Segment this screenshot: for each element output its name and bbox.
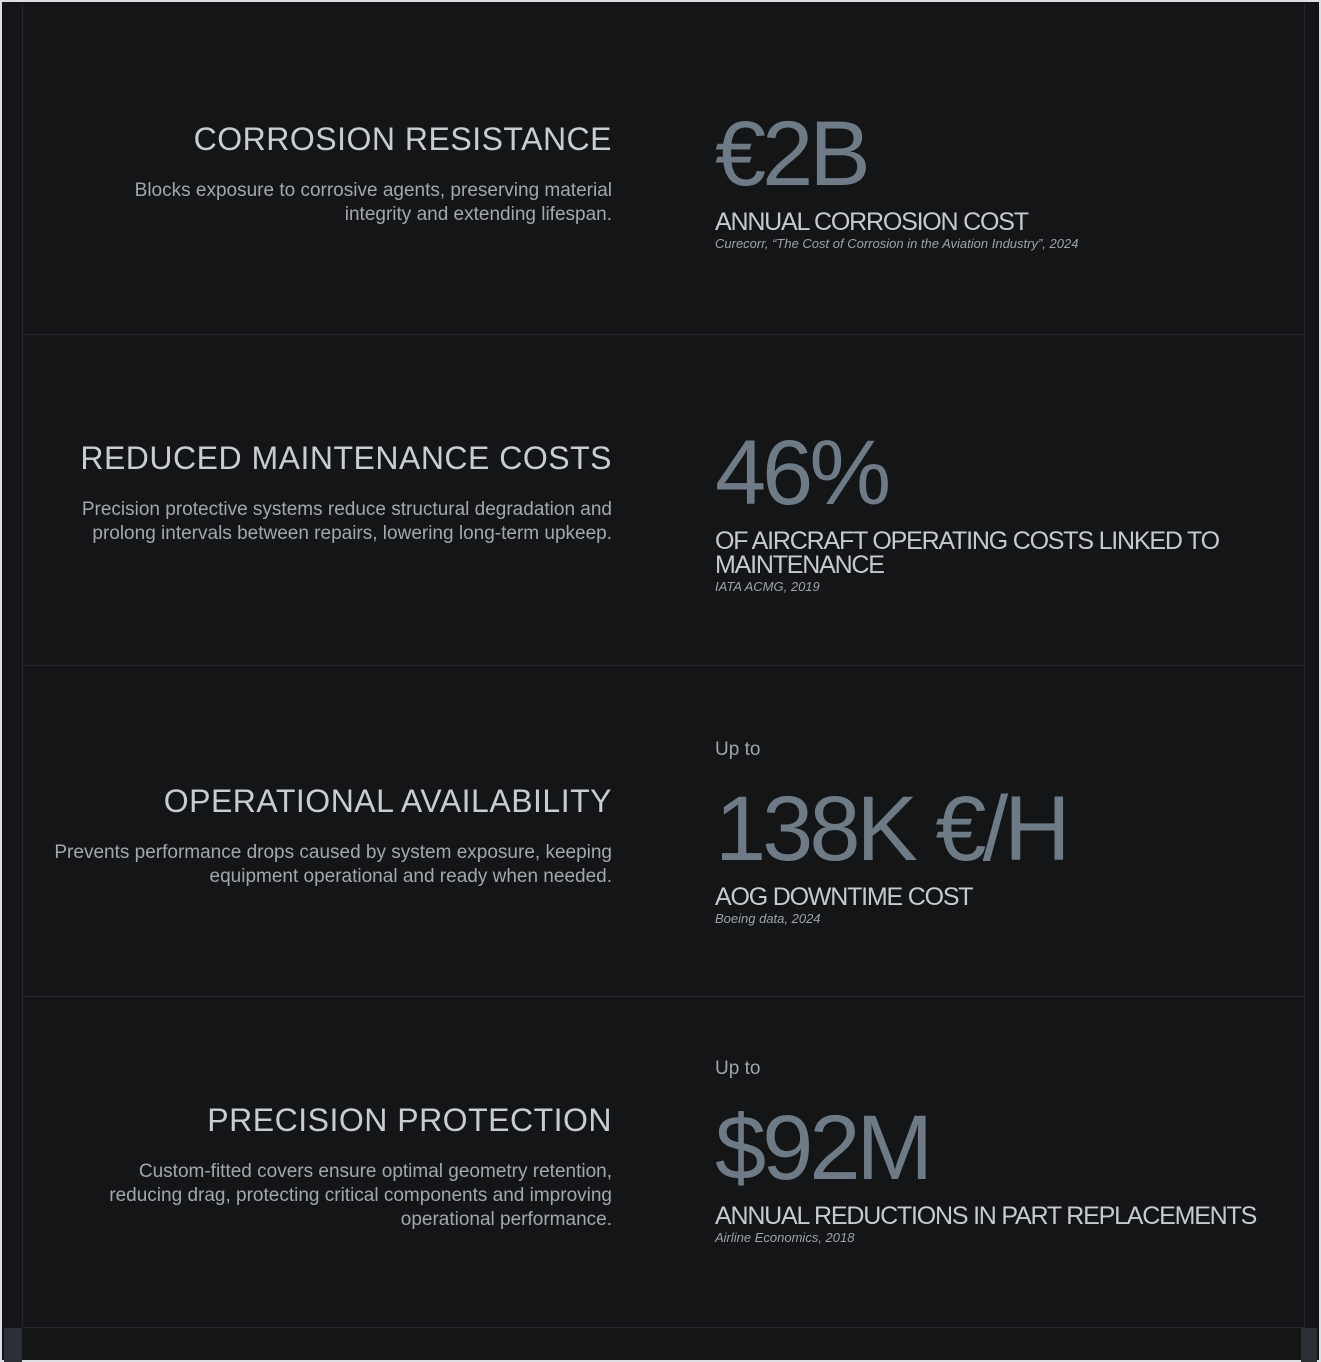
stat-label: ANNUAL REDUCTIONS IN PART REPLACEMENTS bbox=[715, 1202, 1257, 1230]
stat-prefix: Up to bbox=[715, 1058, 761, 1079]
benefit-text bbox=[72, 1102, 612, 1232]
stat-source: Boeing data, 2024 bbox=[715, 911, 821, 926]
benefit-row-corrosion bbox=[23, 4, 1304, 335]
benefit-title: OPERATIONAL AVAILABILITY bbox=[163, 783, 612, 819]
benefit-title: REDUCED MAINTENANCE COSTS bbox=[80, 440, 612, 476]
benefit-stat bbox=[715, 103, 1275, 252]
benefit-row-precision bbox=[23, 997, 1304, 1328]
stat-source: IATA ACMG, 2019 bbox=[715, 579, 820, 594]
benefit-description: Custom-fitted covers ensure optimal geometry retention, reducing drag, protecting critical components and improving operational performance. bbox=[109, 1161, 612, 1230]
benefit-text bbox=[52, 783, 612, 889]
benefit-text bbox=[72, 121, 612, 227]
stat-value: $92M bbox=[715, 1097, 930, 1199]
stat-value: €2B bbox=[715, 103, 867, 205]
stat-label: OF AIRCRAFT OPERATING COSTS LINKED TO MAINTENANCE bbox=[715, 527, 1219, 579]
benefit-text bbox=[52, 440, 612, 546]
benefit-description: Precision protective systems reduce structural degradation and prolong intervals between repairs, lowering long-term upkeep. bbox=[81, 499, 612, 544]
benefit-description: Prevents performance drops caused by system exposure, keeping equipment operational and ready when needed. bbox=[54, 842, 612, 887]
bottom-left-accent bbox=[4, 1328, 22, 1362]
benefit-stat bbox=[715, 739, 1275, 927]
benefit-row-maintenance bbox=[23, 335, 1304, 666]
stat-source: Curecorr, “The Cost of Corrosion in the Aviation Industry”, 2024 bbox=[715, 236, 1079, 251]
benefit-stat bbox=[715, 422, 1275, 595]
benefit-stat bbox=[715, 1058, 1275, 1246]
stat-value: 46% bbox=[715, 422, 888, 524]
benefit-description: Blocks exposure to corrosive agents, preserving material integrity and extending lifespan. bbox=[134, 180, 612, 225]
benefit-row-availability bbox=[23, 666, 1304, 997]
benefits-section bbox=[22, 4, 1305, 1327]
bottom-right-accent bbox=[1301, 1328, 1317, 1362]
benefit-title: PRECISION PROTECTION bbox=[207, 1102, 612, 1138]
stat-source: Airline Economics, 2018 bbox=[715, 1230, 855, 1245]
stat-value: 138K €/H bbox=[715, 778, 1067, 880]
stat-label: ANNUAL CORROSION COST bbox=[715, 208, 1028, 236]
stat-prefix: Up to bbox=[715, 739, 761, 760]
stat-label: AOG DOWNTIME COST bbox=[715, 883, 973, 911]
benefit-title: CORROSION RESISTANCE bbox=[193, 121, 612, 157]
